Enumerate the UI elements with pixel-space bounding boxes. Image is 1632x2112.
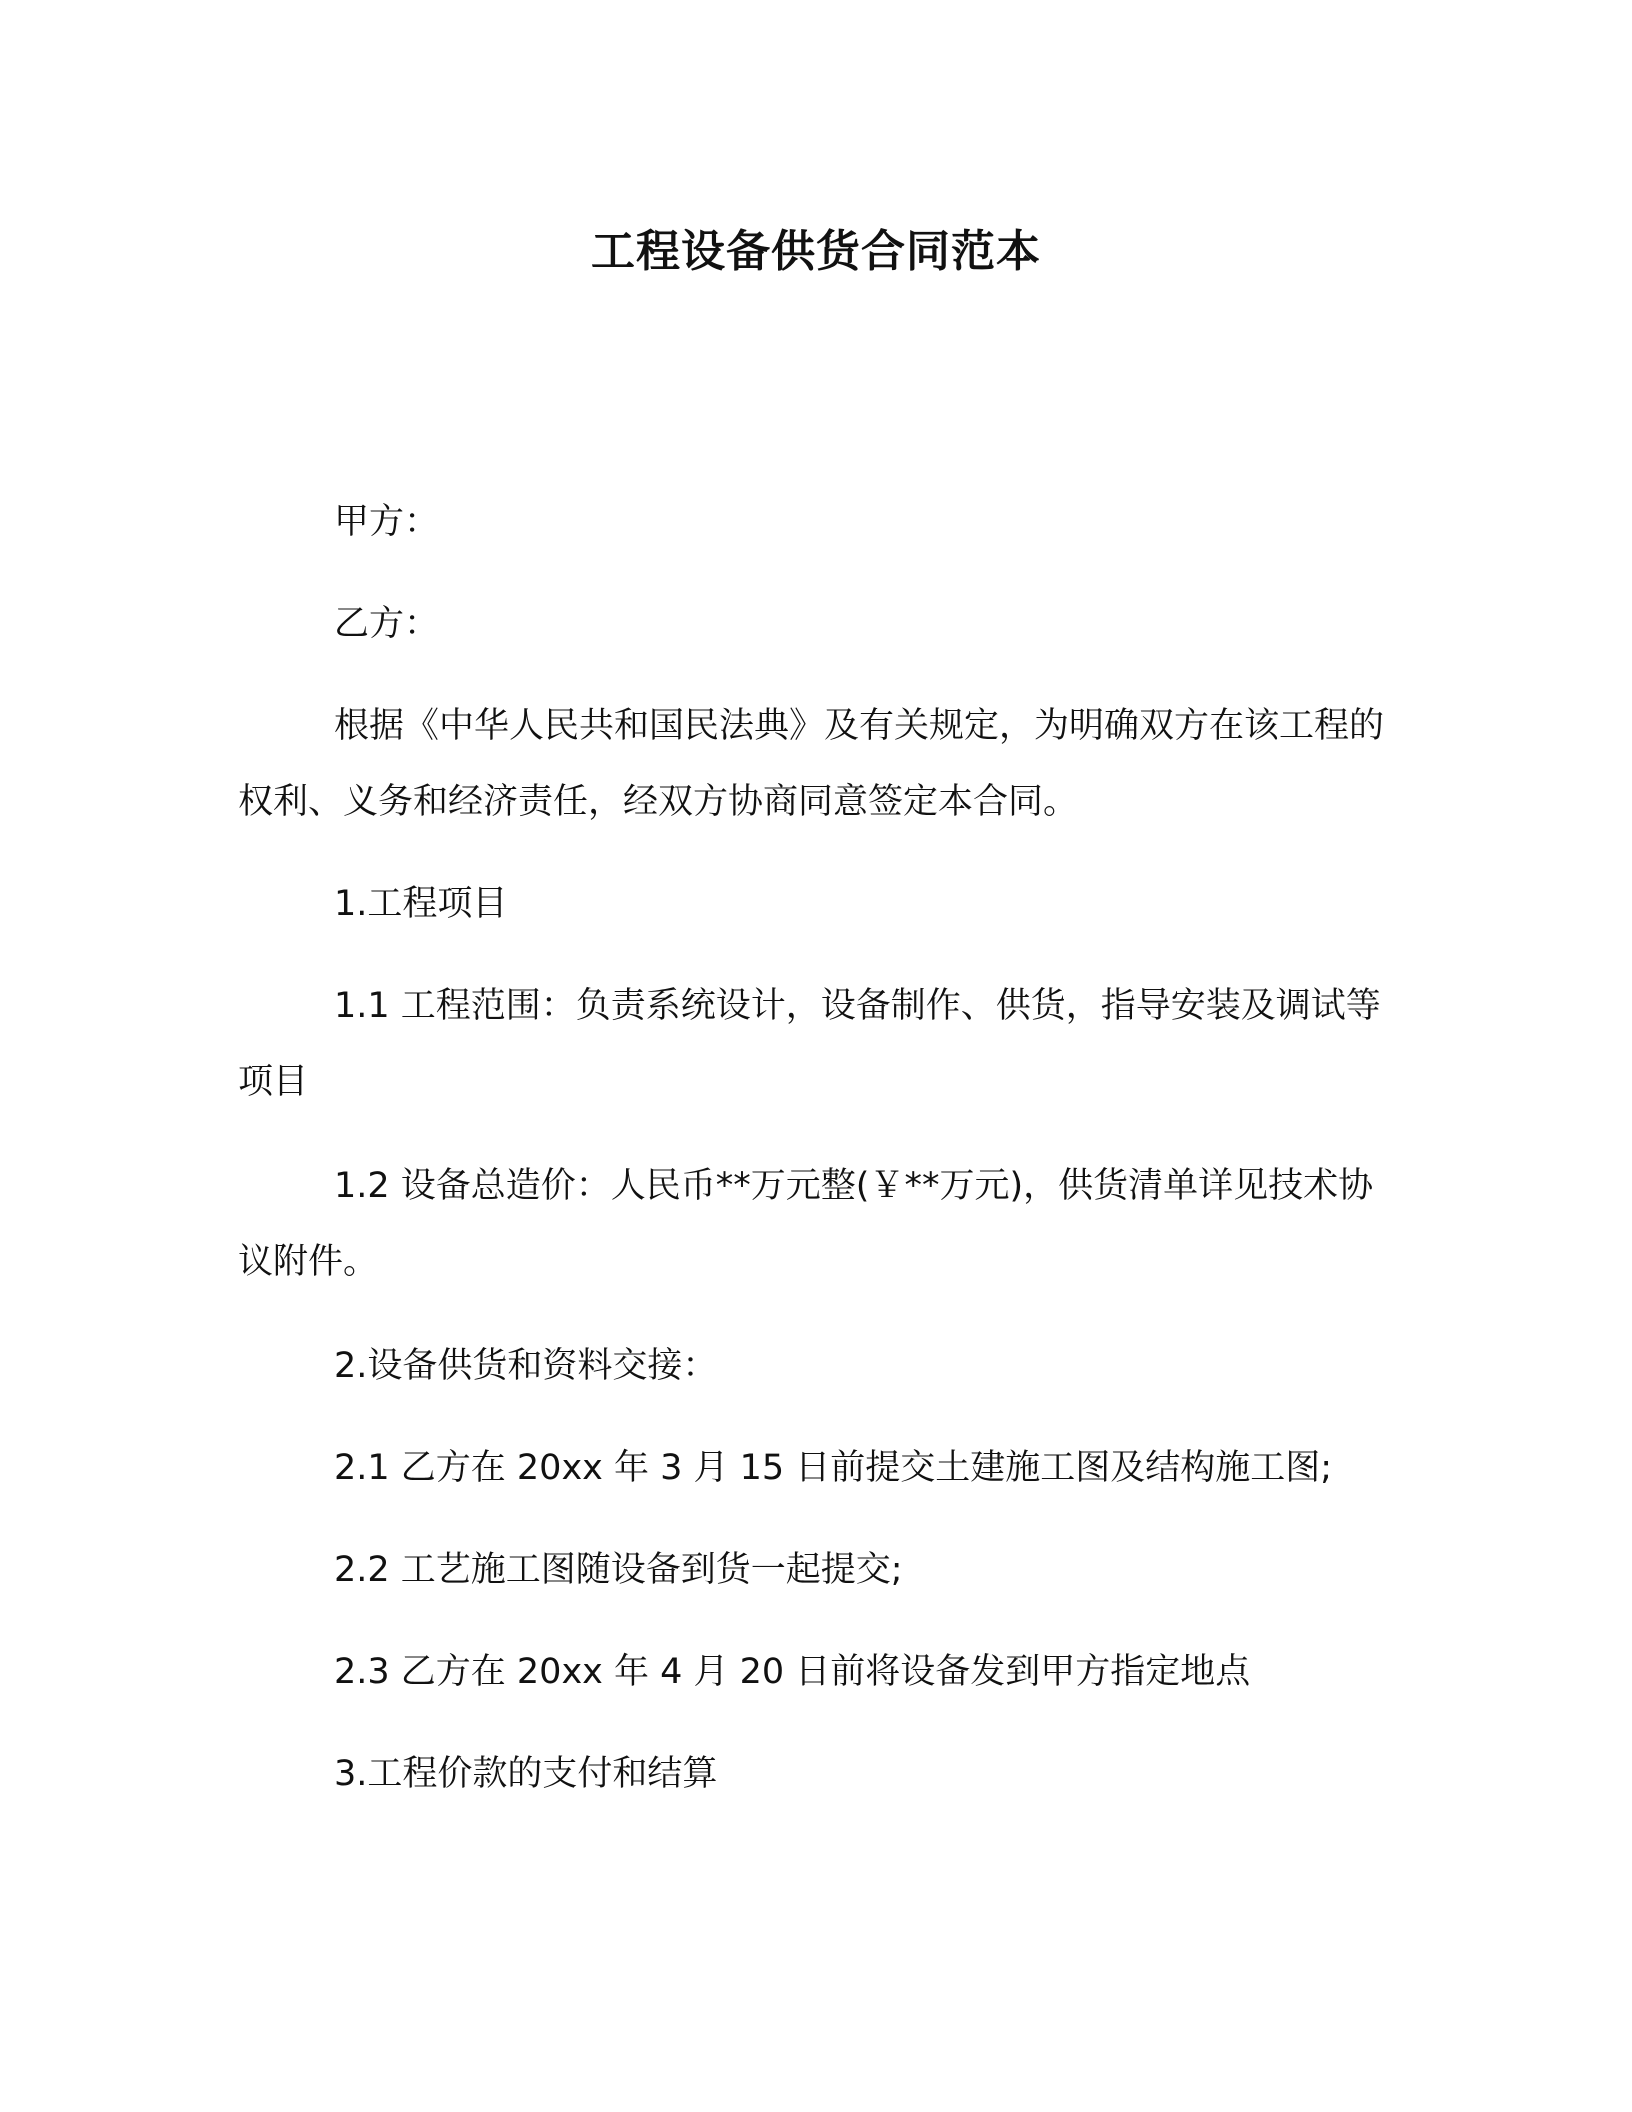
clause-1-1: 1.1 工程范围：负责系统设计，设备制作、供货，指导安装及调试等项目: [238, 986, 1381, 1102]
clause-2-2: 2.2 工艺施工图随设备到货一起提交;: [334, 1550, 903, 1590]
section-3-heading: 3.工程价款的支付和结算: [334, 1754, 718, 1794]
document-title: 工程设备供货合同范本: [591, 226, 1041, 277]
clause-2-1: 2.1 乙方在 20xx 年 3 月 15 日前提交土建施工图及结构施工图;: [334, 1448, 1333, 1488]
preamble-paragraph: 根据《中华人民共和国民法典》及有关规定，为明确双方在该工程的权利、义务和经济责任，经双方协商同意签定本合同。: [238, 706, 1385, 822]
clause-2-3: 2.3 乙方在 20xx 年 4 月 20 日前将设备发到甲方指定地点: [334, 1652, 1251, 1692]
party-b-line: 乙方：: [334, 604, 440, 644]
clause-1-2: 1.2 设备总造价：人民币**万元整(￥**万元)，供货清单详见技术协议附件。: [238, 1166, 1374, 1282]
section-1-heading: 1.工程项目: [334, 884, 508, 924]
party-a-line: 甲方：: [334, 502, 440, 542]
section-2-heading: 2.设备供货和资料交接：: [334, 1346, 718, 1386]
